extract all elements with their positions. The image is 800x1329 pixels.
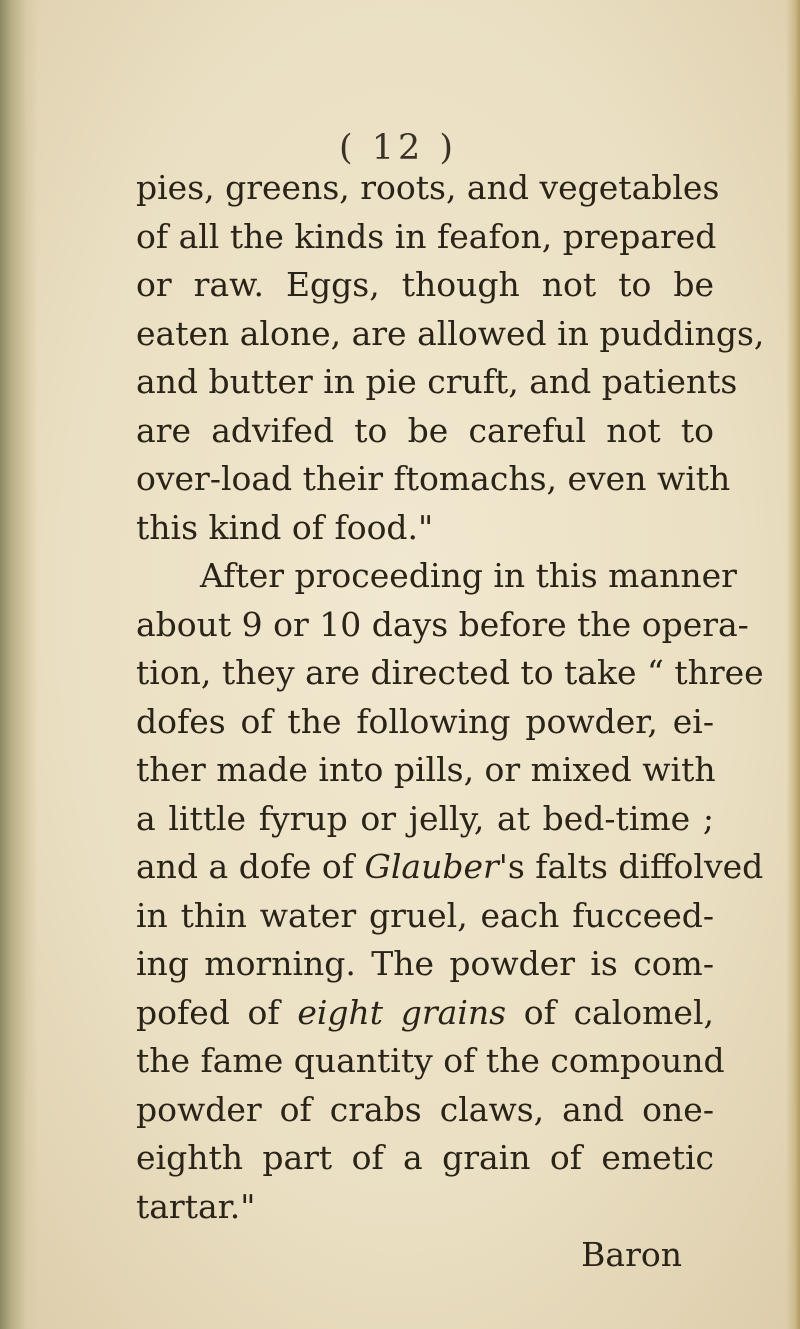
text-line: this kind of food." [136, 507, 434, 547]
page-number: ( 12 ) [338, 128, 458, 168]
book-spine-shadow [0, 0, 38, 1329]
text-line: in thin water gruel, each fucceed- [136, 895, 714, 935]
text-line: over-load their ftomachs, even with [136, 459, 731, 498]
text-line: eaten alone, are allowed in puddings, [136, 313, 765, 353]
text-line: ing morning. The powder is com- [136, 944, 714, 983]
text-line: are advifed to be careful not to [136, 410, 714, 450]
italic-term: eight grains [297, 992, 507, 1032]
text-segment: of calomel, [506, 992, 715, 1032]
italic-term: Glauber [364, 847, 499, 886]
catchword: Baron [581, 1235, 682, 1274]
text-segment: pofed of [136, 992, 298, 1032]
text-line: about 9 or 10 days before the opera- [136, 604, 749, 644]
text-line: tion, they are directed to take “ three [136, 653, 764, 692]
text-segment: and a dofe of [136, 847, 365, 886]
text-line: pies, greens, roots, and vegetables [136, 168, 720, 207]
text-line: or raw. Eggs, though not to be [136, 265, 714, 304]
text-line: tartar." [136, 1186, 256, 1226]
page-edge [786, 0, 800, 1329]
text-line [136, 989, 714, 1038]
text-line [136, 843, 764, 892]
text-line: eighth part of a grain of emetic [136, 1138, 714, 1177]
text-line: a little fyrup or jelly, at bed-time ; [136, 798, 714, 838]
paragraph-first-line: After proceeding in this manner [200, 556, 737, 595]
text-line: of all the kinds in feafon, prepared [136, 216, 717, 256]
text-line: ther made into pills, or mixed with [136, 750, 716, 789]
text-line: powder of crabs claws, and one- [136, 1089, 714, 1129]
text-line: dofes of the following powder, ei- [136, 701, 714, 741]
body-text [136, 164, 765, 1280]
text-segment: 's falts diffolved [498, 847, 764, 886]
text-line: and butter in pie cruft, and patients [136, 362, 738, 401]
text-line: the fame quantity of the compound [136, 1041, 725, 1080]
